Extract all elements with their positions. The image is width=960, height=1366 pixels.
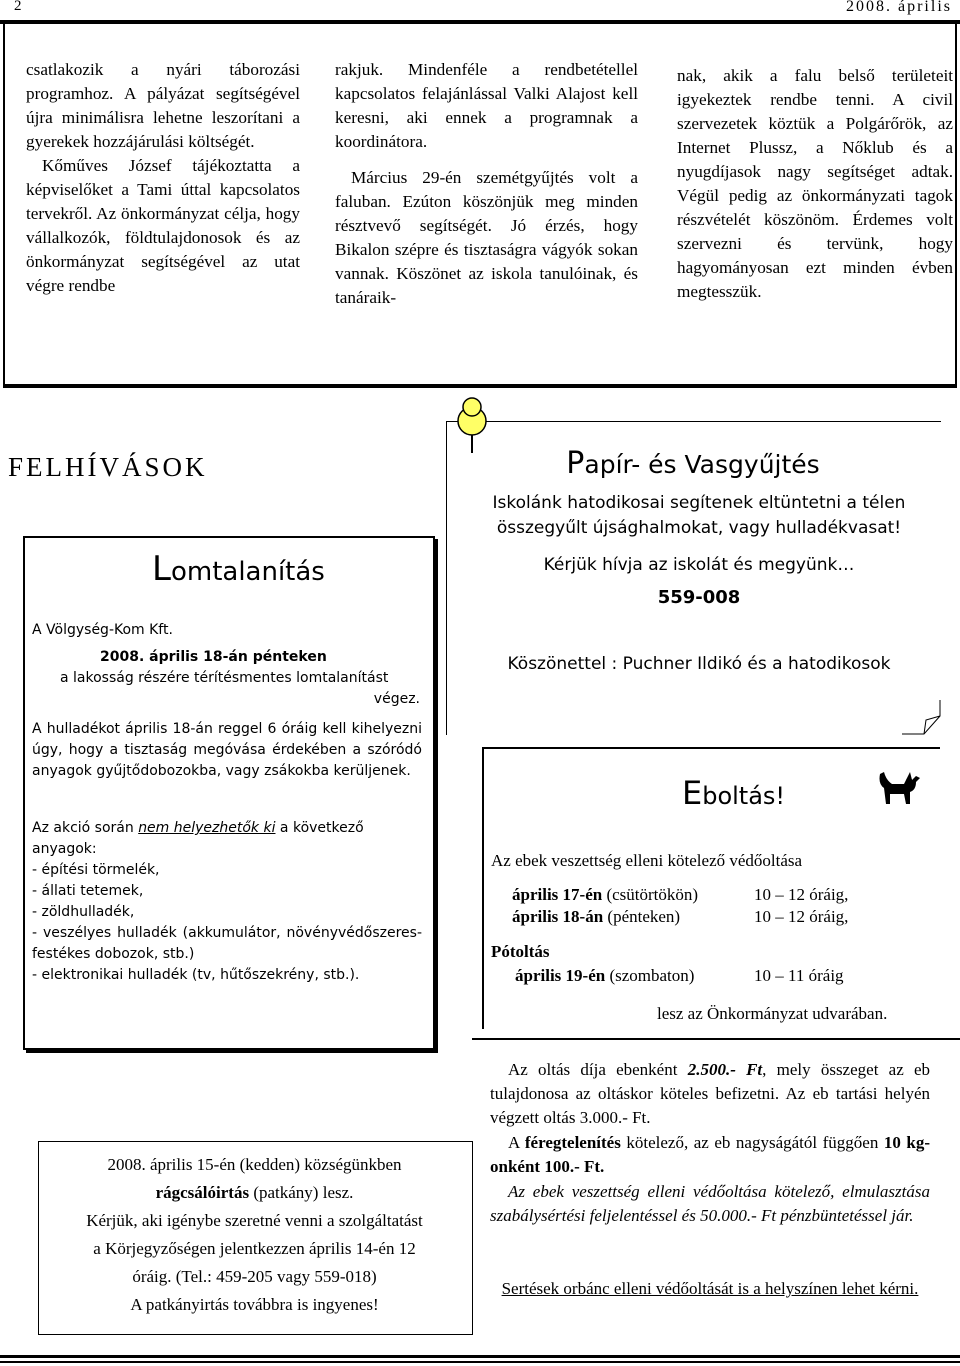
emphasis: nem helyezhetők ki	[138, 820, 276, 836]
excluded-items-list	[32, 860, 422, 986]
header-date: 2008. április	[846, 0, 952, 15]
left-frame-line	[3, 22, 5, 385]
ragcsaloirtas-line: rágcsálóirtás (patkány) lesz.	[155, 1183, 354, 1202]
eboltas-intro: Az ebek veszettség elleni kötelező védőoltása	[491, 851, 803, 870]
paper-thanks: Köszönettel : Puchner Ildikó és a hatodikosok	[507, 654, 891, 674]
orbanc-note: Sertések orbánc elleni védőoltását is a helyszínen lehet kérni.	[501, 1279, 919, 1298]
paper-text: összegyűlt újsághalmokat, vagy hulladékvasat!	[496, 518, 902, 538]
schedule-row: április 17-én (csütörtökön) 10 – 12 óráig,	[512, 885, 849, 904]
ragcsaloirtas-line: óráig. (Tel.: 459-205 vagy 559-018)	[132, 1267, 377, 1286]
list-item: - zöldhulladék,	[32, 904, 135, 920]
schedule-row: április 19-én (szombaton) 10 – 11 óráig	[515, 966, 844, 985]
ragcsaloirtas-line: A patkányirtás továbbra is ingyenes!	[130, 1295, 379, 1314]
paper-phone: 559-008	[657, 587, 741, 608]
ragcsaloirtas-line: Kérjük, aki igénybe szeretné venni a szolgáltatást	[86, 1211, 423, 1230]
paper-text: Iskolánk hatodikosai segítenek eltüntetni a télen	[492, 493, 906, 513]
lomtalanitas-title: Lomtalanítás	[152, 549, 325, 589]
article-column-2	[335, 58, 638, 310]
lomtalanitas-line: a lakosság részére térítésmentes lomtalanítást	[60, 670, 389, 686]
paragraph: rakjuk. Mindenféle a rendbetétellel kapcsolatos felajánlással Valki Alajost kell keresni, aki ennek a programnak a koordinátora.	[335, 60, 638, 151]
list-item: - építési törmelék,	[32, 862, 160, 878]
header-rule	[0, 20, 960, 24]
list-intro: Az akció során nem helyezhetők ki a következő anyagok:	[32, 820, 364, 857]
lomtalanitas-date: 2008. április 18-án pénteken	[100, 649, 327, 665]
ragcsaloirtas-line: 2008. április 15-én (kedden) községünkben	[107, 1155, 402, 1174]
list-item: - állati tetemek,	[32, 883, 144, 899]
fee-paragraph: Az oltás díja ebenként 2.500.- Ft, mely összeget az eb tulajdonosa az oltáskor köteles befizetni. Az eb tartási helyén végzett oltás 3.000.- Ft.	[490, 1060, 931, 1127]
footer-rule	[0, 1361, 960, 1363]
paper-text: Kérjük hívja az iskolát és megyünk…	[543, 555, 855, 575]
lomtalanitas-paragraph: A hulladékot április 18-án reggel 6 óráig kell kihelyezni úgy, hogy a tisztaság megóvása érdekében a szóródó anyagok gyűjtődobozokba, vagy zsákokba kerüljenek.	[32, 721, 422, 779]
potoltas-label: Pótoltás	[491, 942, 550, 961]
paragraph: Kőműves József tájékoztatta a képviselőket a Tami úttal kapcsolatos tervekről. Az önkormányzat célja, hogy vállalkozók, földtulajdonosok és az önkormányzat segítségével az utat végre rendbe	[26, 156, 300, 295]
section-title: FELHÍVÁSOK	[8, 452, 208, 482]
dog-icon	[876, 770, 922, 810]
eboltas-frame	[482, 747, 940, 749]
lomtalanitas-list-block	[32, 818, 422, 986]
article-column-1	[26, 58, 300, 298]
page-number: 2	[14, 0, 22, 14]
eboltas-title: Eboltás!	[682, 774, 786, 812]
list-item: - elektronikai hulladék (tv, hűtőszekrény, stb.).	[32, 967, 360, 983]
paper-title: Papír- és Vasgyűjtés	[566, 446, 820, 481]
paragraph: csatlakozik a nyári táborozási programhoz. A pályázat segítségével újra minimálisra lehetne leszorítani a gyerekek hozzájárulási költségét.	[26, 60, 300, 151]
lomtalanitas-line: végez.	[373, 691, 420, 707]
right-frame-line	[955, 22, 957, 385]
section-rule	[472, 1038, 960, 1040]
paragraph: nak, akik a falu belső területeit igyekeztek rendbe tenni. A civil szervezetek köztük a Polgárőrök, az Internet Plussz, a Nőklub és a nyugdíjasok nagy segítséget adtak. Végül pedig az önkormányzati tagok részvételét köszönöm. Érdemes volt szervezni és tervünk, hogy hagyományosan ezt minden évben megtesszük.	[677, 66, 953, 301]
section-rule	[3, 384, 957, 388]
eboltas-frame	[482, 747, 484, 1029]
eboltas-place: lesz az Önkormányzat udvarában.	[657, 1004, 888, 1023]
fee-warning: Az ebek veszettség elleni védőoltása kötelező, elmulasztása szabálysértési feljelentéssel és 50.000.- Ft pénzbüntetéssel jár.	[490, 1182, 930, 1225]
footer-rule	[0, 1355, 960, 1358]
schedule-row: április 18-án (pénteken) 10 – 12 óráig,	[512, 907, 849, 926]
fee-paragraph: A féregtelenítés kötelező, az eb nagyságától függően 10 kg-onként 100.- Ft.	[490, 1133, 930, 1176]
paragraph: Március 29-én szemétgyűjtés volt a faluban. Ezúton köszönjük meg minden résztvevő segítségét. Jó érzés, hogy Bikalon szépre és tisztaságra vágyók sokan vannak. Köszönet az iskola tanulóinak, és tanáraik-	[335, 168, 638, 307]
page-curl-icon	[902, 700, 942, 736]
company-name: A Völgység-Kom Kft.	[32, 622, 173, 638]
ragcsaloirtas-line: a Körjegyzőségen jelentkezzen április 14-én 12	[93, 1239, 416, 1258]
article-column-3	[677, 64, 953, 304]
list-item: - veszélyes hulladék (akkumulátor, növényvédőszeres-festékes dobozok, stb.)	[32, 925, 422, 962]
